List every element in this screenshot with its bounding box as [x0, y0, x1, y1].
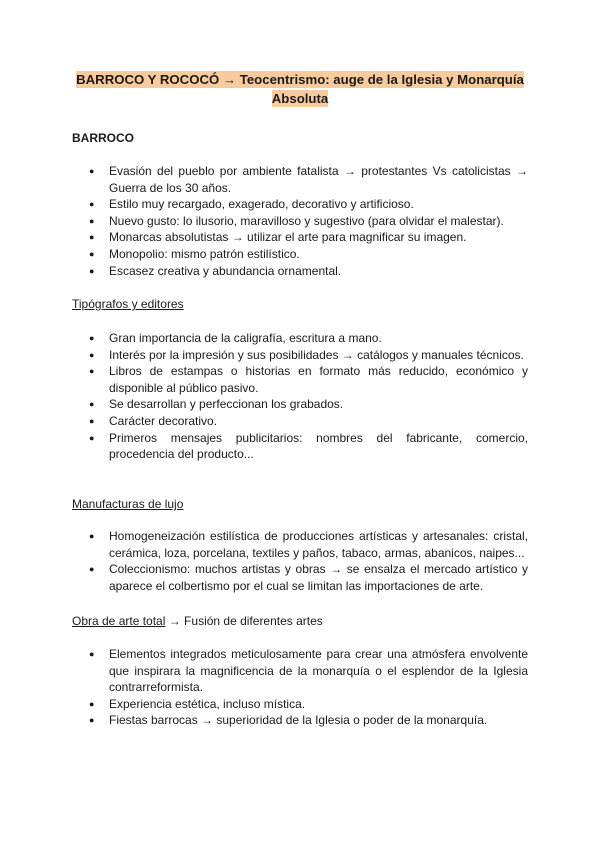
bullet-icon: ● [89, 166, 95, 176]
list-item: ● Escasez creativa y abundancia ornamental. [89, 263, 342, 278]
bullet-icon: ● [89, 531, 95, 541]
title-line-2: Absoluta [271, 91, 329, 106]
list-item: ● Monopolio: mismo patrón estilístico. [89, 246, 300, 261]
bullet-icon: ● [89, 248, 95, 259]
list-item: ● Homogeneización estilística de producciones artísticas y artesanales: cristal, cerámica, loza, porcelana, textiles y paños, tabaco, armas, abanicos, naipes... [89, 529, 528, 560]
list-item: ● Libros de estampas o historias en formato más reducido, económico y disponible al público pasivo. [89, 364, 528, 395]
list-item: ● Experiencia estética, incluso mística. [89, 696, 306, 711]
bullet-icon: ● [89, 199, 95, 210]
section-heading-tipografos: Tipógrafos y editores [72, 297, 184, 311]
bullet-icon: ● [89, 415, 95, 426]
list-item: ● Evasión del pueblo por ambiente fatalista → protestantes Vs catolicistas → Guerra de los 30 años. [89, 164, 528, 195]
bullet-icon: ● [89, 265, 95, 276]
list-item: ● Se desarrollan y perfeccionan los grabados. [89, 397, 344, 412]
bullet-icon: ● [89, 349, 95, 360]
bullet-icon: ● [89, 215, 95, 226]
list-item: ● Primeros mensajes publicitarios: nombres del fabricante, comercio, procedencia del producto... [89, 430, 528, 462]
list-item: ● Monarcas absolutistas → utilizar el arte para magnificar su imagen. [89, 230, 467, 245]
bullet-icon: ● [89, 333, 95, 343]
section-heading-manufacturas: Manufacturas de lujo [72, 497, 184, 511]
document-title [60, 70, 540, 108]
list-item: ● Gran importancia de la caligrafía, escritura a mano. [89, 331, 382, 345]
bullet-list-obra [72, 646, 528, 729]
bullet-icon: ● [89, 564, 95, 575]
bullet-icon: ● [89, 698, 95, 709]
bullet-icon: ● [89, 399, 95, 410]
bullet-icon: ● [89, 232, 95, 243]
list-item: ● Carácter decorativo. [89, 413, 218, 428]
list-item: ● Elementos integrados meticulosamente para crear una atmósfera envolvente que inspirara la magnificencia de la monarquía o el esplendor de la Iglesia contrarreformista. [89, 647, 528, 695]
bullet-list-tipografos [72, 330, 528, 463]
list-item: ● Coleccionismo: muchos artistas y obras → se ensalza el mercado artístico y aparece el colbertismo por el cual se limitan las importaciones de arte. [89, 562, 528, 593]
list-item: ● Nuevo gusto: lo ilusorio, maravilloso y sugestivo (para olvidar el malestar). [89, 213, 504, 228]
title-line-1: BARROCO Y ROCOCÓ → Teocentrismo: auge de la Iglesia y Monarquía [76, 72, 524, 87]
list-item: ● Fiestas barrocas → superioridad de la Iglesia o poder de la monarquía. [89, 713, 488, 728]
list-item: ● Estilo muy recargado, exagerado, decorativo y artificioso. [89, 197, 414, 212]
bullet-list-manufacturas [72, 528, 528, 594]
bullet-icon: ● [89, 432, 95, 443]
bullet-icon: ● [89, 649, 95, 659]
list-item: ● Interés por la impresión y sus posibilidades → catálogos y manuales técnicos. [89, 347, 524, 362]
section-heading-barroco: BARROCO [72, 131, 134, 145]
bullet-list-barroco [72, 163, 528, 279]
bullet-icon: ● [89, 715, 95, 726]
section-heading-obra: Obra de arte total → Fusión de diferentes artes [72, 614, 323, 628]
bullet-icon: ● [89, 366, 95, 377]
